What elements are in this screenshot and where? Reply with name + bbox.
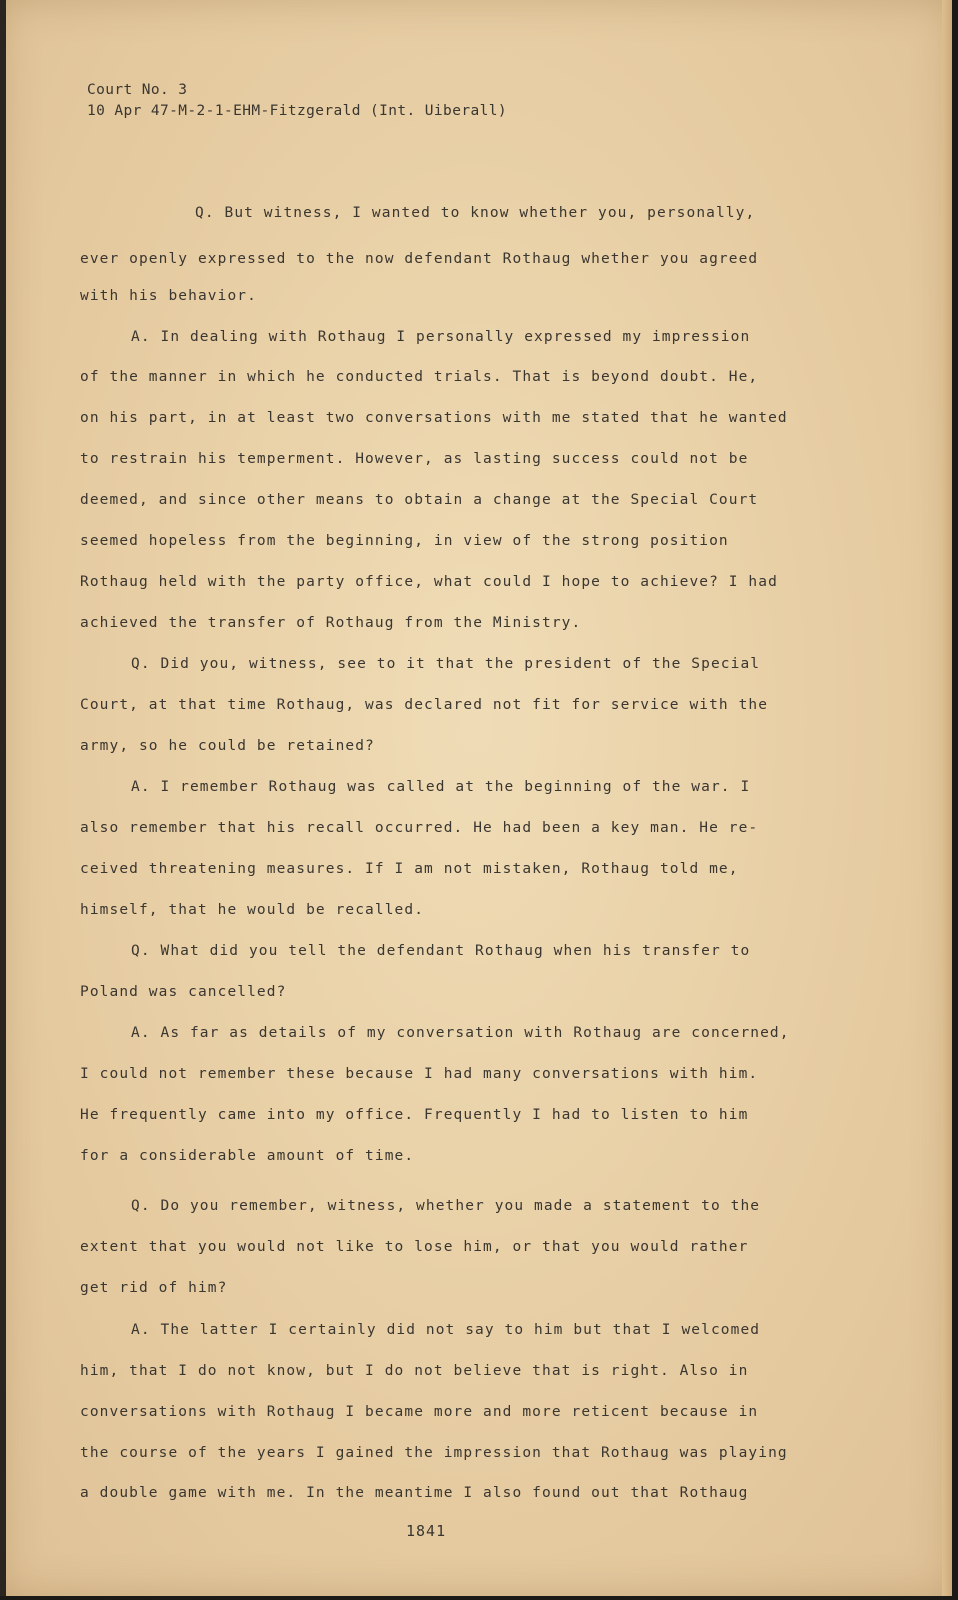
text-line: army, so he could be retained? — [80, 738, 375, 754]
session-reference: 10 Apr 47-M-2-1-EHM-Fitzgerald (Int. Uiberall) — [87, 103, 507, 119]
text-line: ever openly expressed to the now defendant Rothaug whether you agreed — [80, 251, 759, 267]
text-line: for a considerable amount of time. — [80, 1148, 415, 1164]
text-line: Court, at that time Rothaug, was declared not fit for service with the — [80, 697, 769, 713]
text-line: deemed, and since other means to obtain a change at the Special Court — [80, 492, 759, 508]
text-line: on his part, in at least two conversations with me stated that he wanted — [80, 410, 788, 426]
text-line: He frequently came into my office. Frequently I had to listen to him — [80, 1107, 749, 1123]
text-line: to restrain his temperment. However, as lasting success could not be — [80, 451, 749, 467]
text-line: Q. Do you remember, witness, whether you made a statement to the — [131, 1198, 761, 1214]
text-line: a double game with me. In the meantime I also found out that Rothaug — [80, 1485, 749, 1501]
text-line: seemed hopeless from the beginning, in view of the strong position — [80, 533, 729, 549]
text-line: Rothaug held with the party office, what could I hope to achieve? I had — [80, 574, 778, 590]
page-number: 1841 — [406, 1522, 447, 1540]
text-line: also remember that his recall occurred. He had been a key man. He re- — [80, 820, 759, 836]
text-line: A. In dealing with Rothaug I personally expressed my impression — [131, 329, 751, 345]
text-line: him, that I do not know, but I do not believe that is right. Also in — [80, 1363, 749, 1379]
page-right-edge — [942, 0, 952, 1596]
document-header — [87, 80, 507, 122]
text-line: himself, that he would be recalled. — [80, 902, 425, 918]
text-line: the course of the years I gained the impression that Rothaug was playing — [80, 1445, 788, 1461]
text-line: A. The latter I certainly did not say to him but that I welcomed — [131, 1322, 761, 1338]
text-line: A. I remember Rothaug was called at the beginning of the war. I — [131, 779, 751, 795]
text-line: Q. What did you tell the defendant Rothaug when his transfer to — [131, 943, 751, 959]
text-line: I could not remember these because I had many conversations with him. — [80, 1066, 759, 1082]
text-line: Q. But witness, I wanted to know whether you, personally, — [195, 205, 756, 221]
text-line: with his behavior. — [80, 288, 257, 304]
text-line: A. As far as details of my conversation with Rothaug are concerned, — [131, 1025, 790, 1041]
text-line: conversations with Rothaug I became more and more reticent because in — [80, 1404, 759, 1420]
court-number: Court No. 3 — [87, 82, 188, 98]
text-line: get rid of him? — [80, 1280, 228, 1296]
text-line: achieved the transfer of Rothaug from the Ministry. — [80, 615, 582, 631]
text-line: Poland was cancelled? — [80, 984, 287, 1000]
text-line: Q. Did you, witness, see to it that the president of the Special — [131, 656, 761, 672]
text-line: ceived threatening measures. If I am not mistaken, Rothaug told me, — [80, 861, 739, 877]
page-left-edge — [0, 0, 6, 1596]
text-line: of the manner in which he conducted trials. That is beyond doubt. He, — [80, 369, 759, 385]
text-line: extent that you would not like to lose him, or that you would rather — [80, 1239, 749, 1255]
